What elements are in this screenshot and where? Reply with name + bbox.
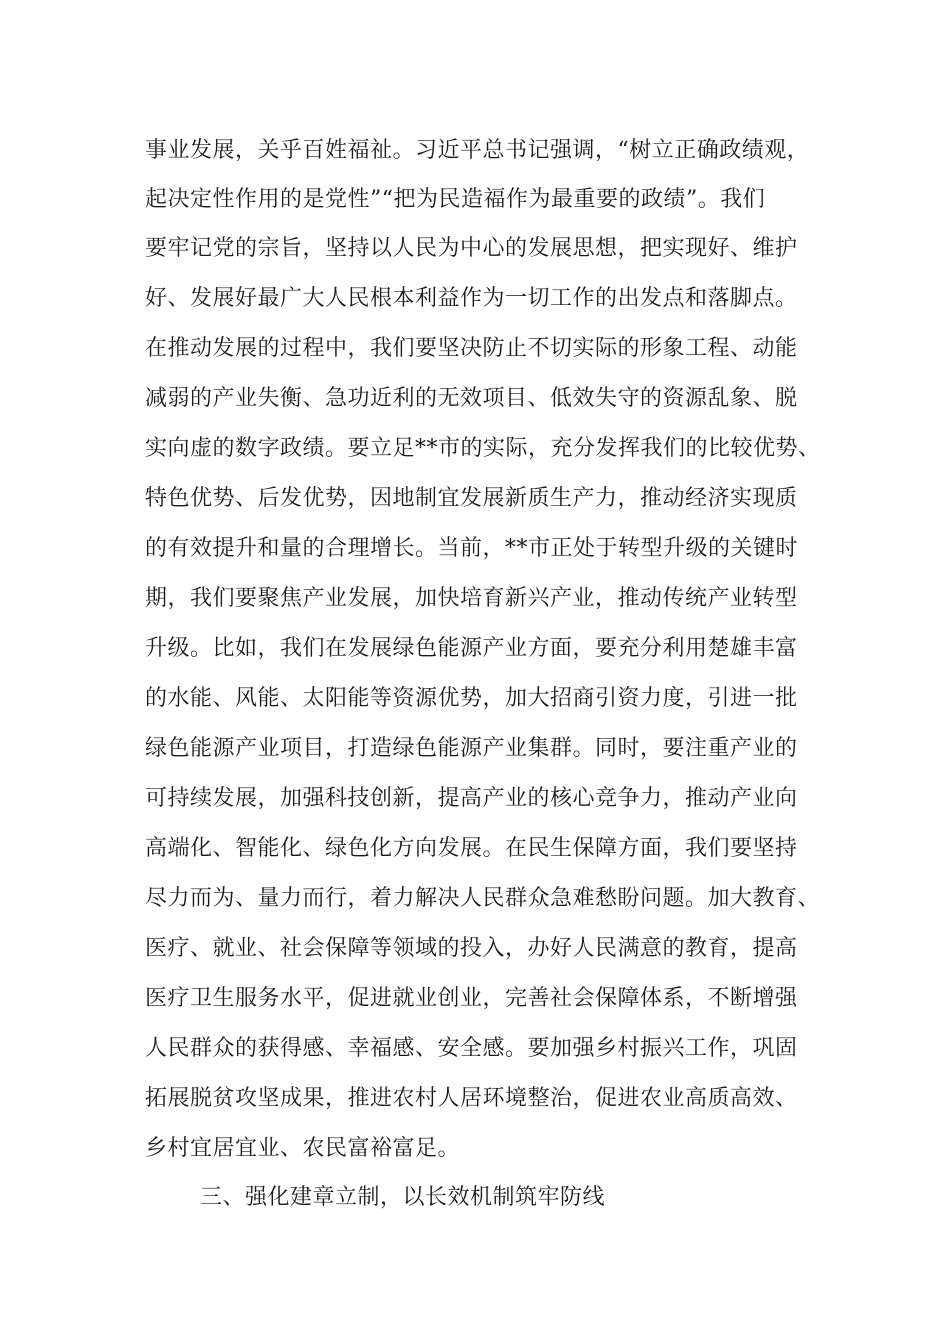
paragraph-line: 人民群众的获得感、幸福感、安全感。要加强乡村振兴工作，巩固 [145, 1036, 798, 1061]
paragraph-line: 拓展脱贫攻坚成果，推进农村人居环境整治，促进农业高质高效、 [145, 1086, 798, 1111]
paragraph-line: 好、发展好最广大人民根本利益作为一切工作的出发点和落脚点。 [145, 286, 798, 311]
paragraph-line: 起决定性作用的是党性”“把为民造福作为最重要的政绩”。我们 [145, 187, 766, 212]
paragraph-line: 尽力而为、量力而行，着力解决人民群众急难愁盼问题。加大教育、 [145, 886, 821, 911]
paragraph-line: 高端化、智能化、绿色化方向发展。在民生保障方面，我们要坚持 [145, 836, 798, 861]
paragraph-line: 减弱的产业失衡、急功近利的无效项目、低效失守的资源乱象、脱 [145, 386, 798, 411]
paragraph-line: 在推动发展的过程中，我们要坚决防止不切实际的形象工程、动能 [145, 336, 798, 361]
paragraph-line: 的水能、风能、太阳能等资源优势，加大招商引资力度，引进一批 [145, 686, 798, 711]
paragraph-line: 升级。比如，我们在发展绿色能源产业方面，要充分利用楚雄丰富 [145, 636, 798, 661]
paragraph-line: 事业发展，关乎百姓福祉。习近平总书记强调，“树立正确政绩观， [145, 138, 810, 163]
paragraph-line: 可持续发展，加强科技创新，提高产业的核心竞争力，推动产业向 [145, 786, 798, 811]
paragraph-line: 医疗、就业、社会保障等领域的投入，办好人民满意的教育，提高 [145, 936, 798, 961]
paragraph-line: 的有效提升和量的合理增长。当前，**市正处于转型升级的关键时 [145, 536, 799, 561]
paragraph-line: 乡村宜居宜业、农民富裕富足。 [145, 1136, 461, 1161]
paragraph-line: 期，我们要聚焦产业发展，加快培育新兴产业，推动传统产业转型 [145, 586, 798, 611]
paragraph-line: 绿色能源产业项目，打造绿色能源产业集群。同时，要注重产业的 [145, 736, 798, 761]
paragraph-line: 要牢记党的宗旨，坚持以人民为中心的发展思想，把实现好、维护 [145, 236, 798, 261]
paragraph-line: 实向虚的数字政绩。要立足**市的实际，充分发挥我们的比较优势、 [145, 436, 821, 461]
paragraph-line: 特色优势、后发优势，因地制宜发展新质生产力，推动经济实现质 [145, 486, 798, 511]
paragraph-line: 医疗卫生服务水平，促进就业创业，完善社会保障体系，不断增强 [145, 986, 798, 1011]
section-heading: 三、强化建章立制，以长效机制筑牢防线 [200, 1185, 606, 1210]
